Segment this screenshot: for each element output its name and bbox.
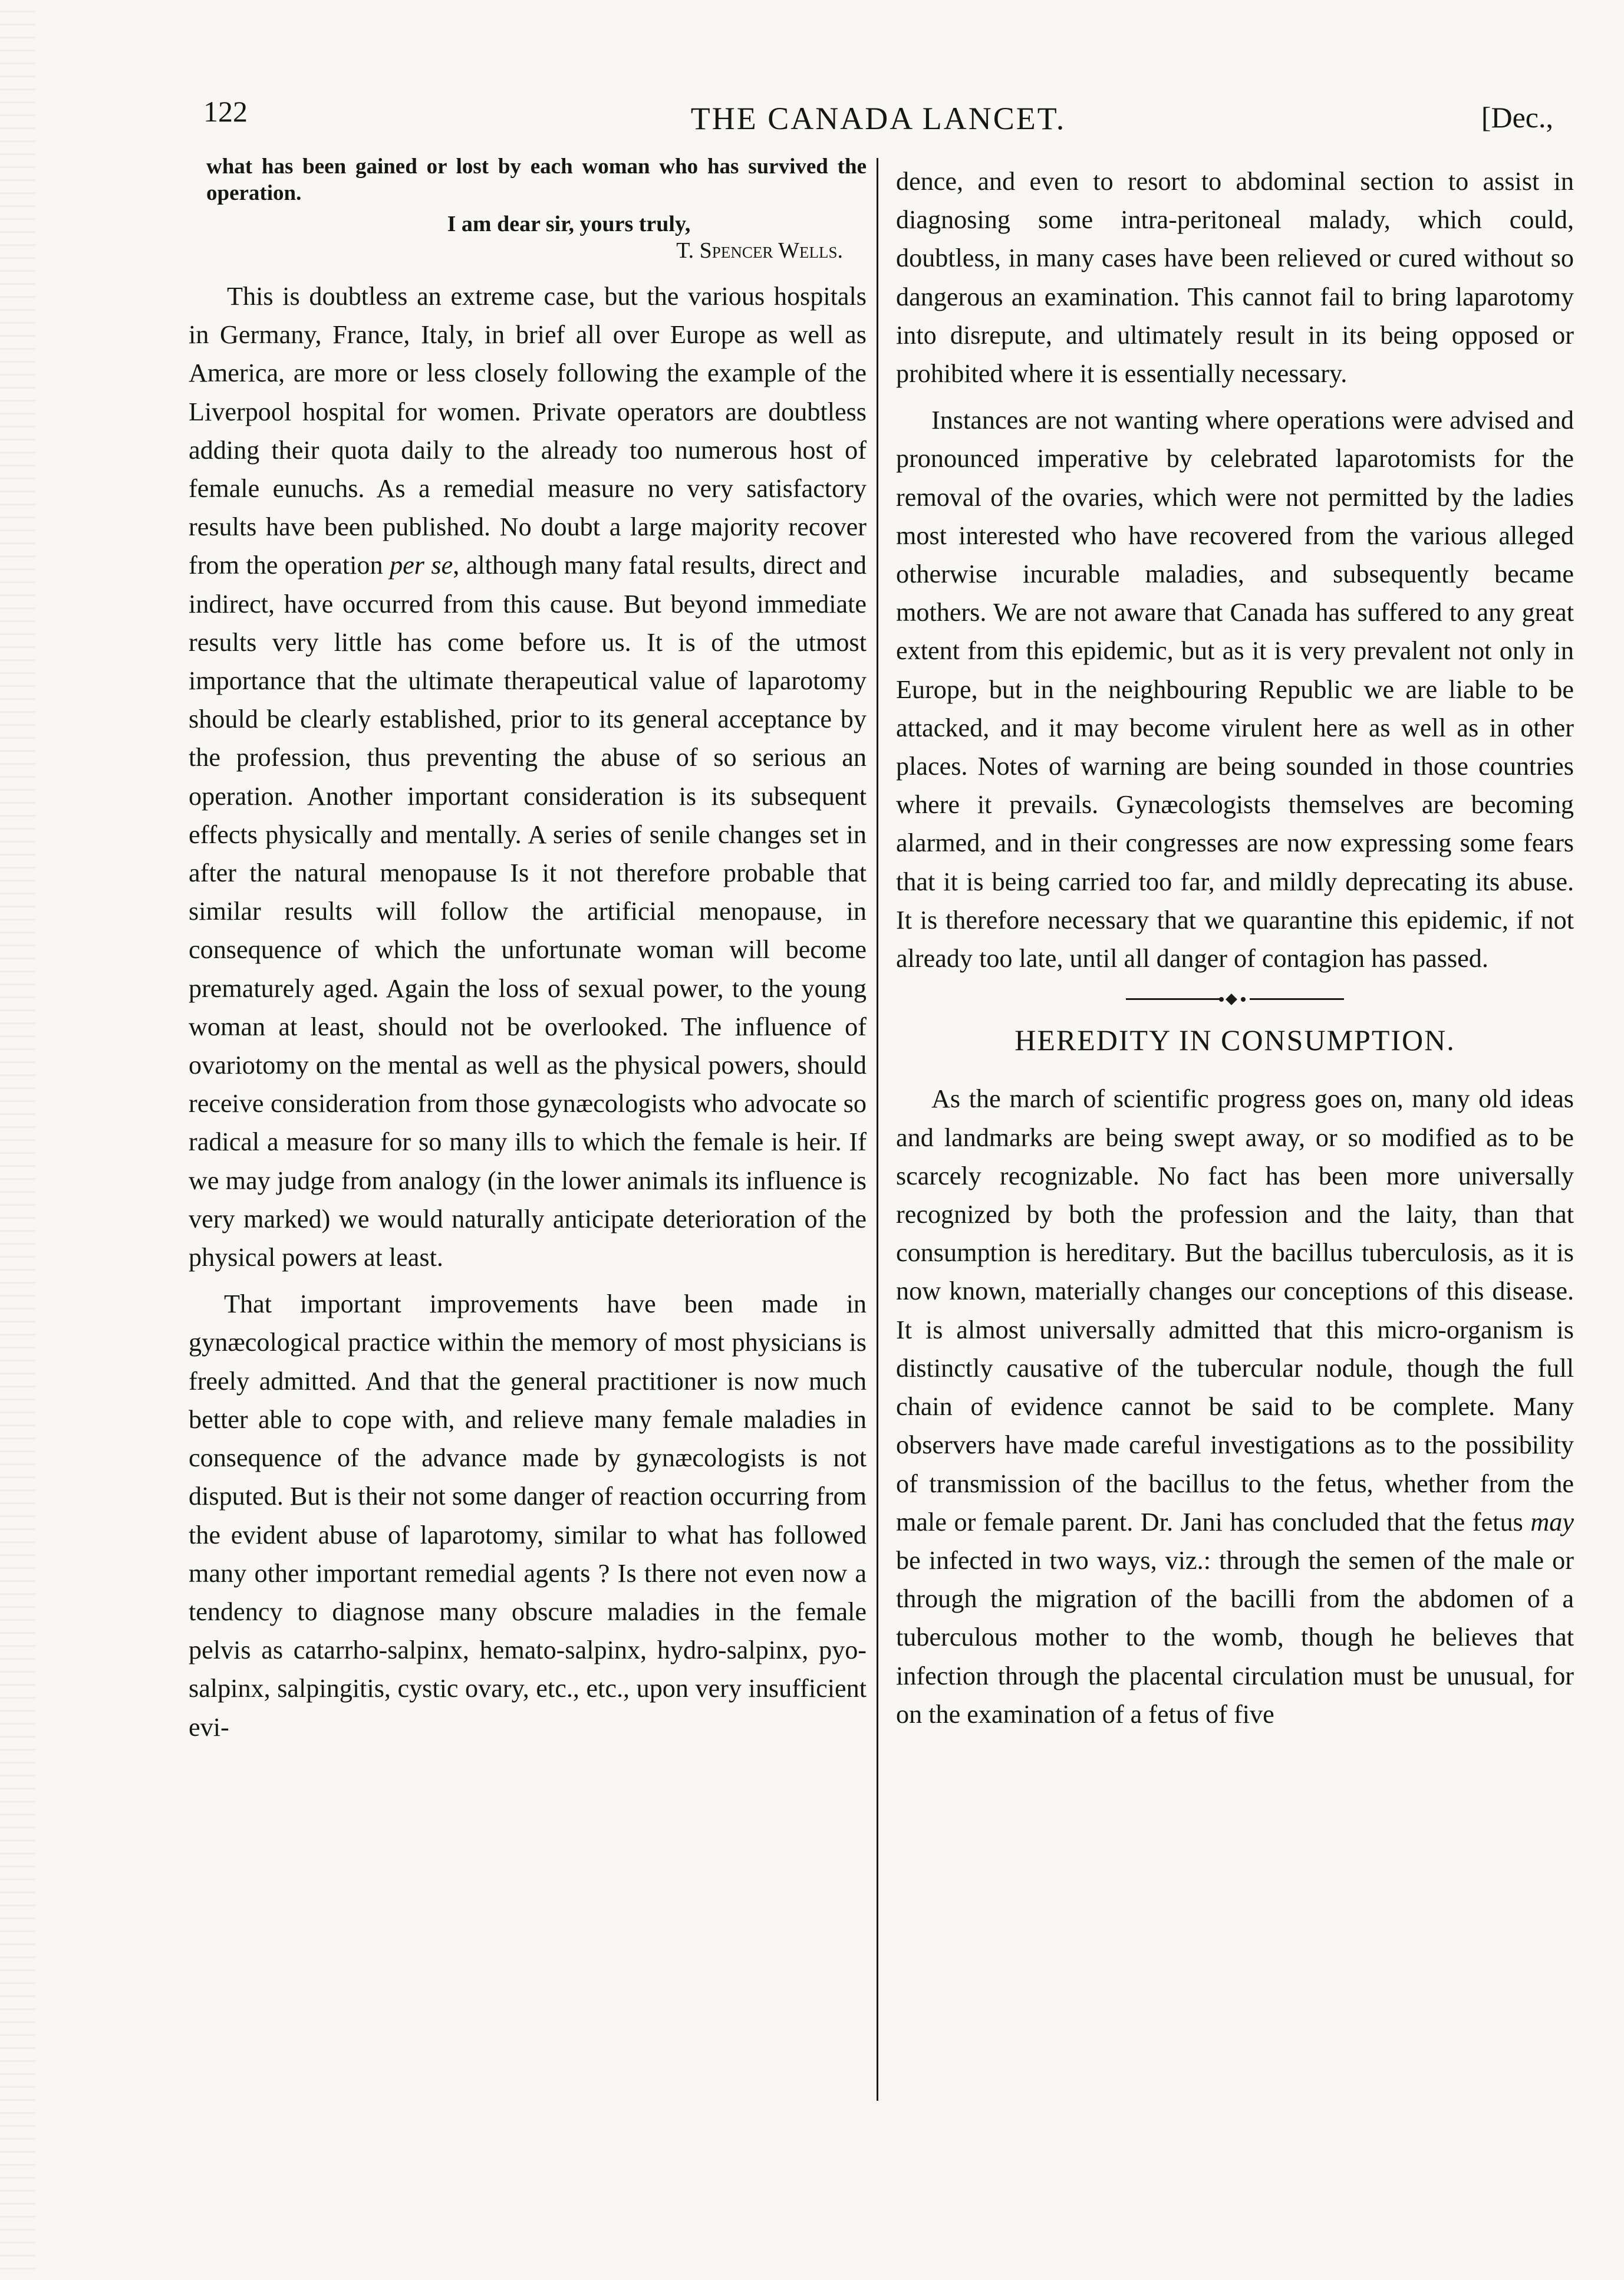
text-run: , although many fatal results, direct and indirect, have occurred from this cause. But beyond immediate results very little has come before us. It is of the utmost importance that the ultimate therapeutical value of laparotomy should be clearly established, prior to its general acceptance by the profession, thus preventing the abuse of so serious an operation. Another important consideration is its subsequent effects physically and mentally. A series of senile changes set in after the natural menopause Is it not therefore probable that similar results will follow the artificial menopause, in consequence of which the unfortunate woman will become prematurely aged. Again the loss of sexual power, to the young woman at least, should not be overlooked. The influence of ovariotomy on the mental as well as the physical powers, should receive consideration from those gynæcologists who advocate so radical a measure for so many ills to which the female is heir. If we may judge from analogy (in the lower animals its influence is very marked) we would naturally anticipate deterioration of the physical powers at least.: [189, 551, 867, 1272]
running-title: THE CANADA LANCET.: [690, 101, 1066, 136]
paragraph: [189, 277, 867, 1276]
ornament-rule: [1250, 998, 1344, 1000]
italic-phrase: per se: [390, 551, 453, 580]
ornament-rule: [1126, 998, 1220, 1000]
italic-word: may: [1530, 1507, 1574, 1537]
paragraph: Instances are not wanting where operations were advised and pronounced imperative by celebrated laparotomists for the removal of the ovaries, which were not permitted by the ladies most interested who have recovered from the various alleged otherwise incurable maladies, and subsequently became mothers. We are not aware that Canada has suffered to any great extent from this epidemic, but as it is very prevalent not only in Europe, but in the neighbouring Republic we are liable to be attacked, and it may become virulent here as well as in other places. Notes of warning are being sounded in those countries where it prevails. Gynæcologists themselves are becoming alarmed, and in their congresses are now expressing some fears that it is being carried too far, and mildly deprecating its abuse. It is therefore necessary that we quarantine this epidemic, if not already too late, until all danger of contagion has passed.: [896, 406, 1574, 973]
section-heading: HEREDITY IN CONSUMPTION.: [1014, 1024, 1455, 1057]
ornament-diamond: [1226, 993, 1237, 1005]
text-run: be infected in two ways, viz.: through the semen of the male or through the migration of the bacilli from the abdomen of a tuberculous mother to the womb, though he believes that infection through the placental circulation must be unusual, for on the examination of a fetus of five: [896, 1545, 1574, 1729]
scan-margin-edge: [0, 0, 35, 2280]
paragraph: That important improvements have been made in gynæcological practice within the memory of most physicians is freely admitted. And that the general practitioner is now much better able to cope with, and relieve many female maladies in consequence of the advance made by gynæcologists is not disputed. But is their not some danger of reaction occurring from the evident abuse of laparotomy, similar to what has followed many other important remedial agents ? Is there not even now a tendency to diagnose many obscure maladies in the female pelvis as catarrho-salpinx, hemato-salpinx, hydro-salpinx, pyo-salpinx, salpingitis, cystic ovary, etc., etc., upon very insufficient evi-: [189, 1289, 867, 1742]
letter-signoff: I am dear sir, yours truly,: [447, 212, 691, 236]
paragraph: [896, 1080, 1574, 1733]
issue-month: [Dec.,: [1481, 101, 1553, 134]
letter-closing-text: what has been gained or lost by each woman who has survived the operation.: [206, 154, 867, 205]
section-ornament: [1126, 995, 1344, 1004]
page-number: 122: [203, 95, 248, 128]
page-header: [203, 88, 1553, 142]
left-column: [189, 153, 867, 1746]
ornament-dot: [1241, 997, 1246, 1002]
text-run: As the march of scientific progress goes on, many old ideas and landmarks are being swept away, or so modified as to be scarcely recognizable. No fact has been more universally recognized by both the profession and the laity, than that consumption is hereditary. But the bacillus tuberculosis, as it is now known, materially changes our conceptions of this disease. It is almost universally admitted that this micro-organism is distinctly causative of the tubercular nodule, though the full chain of evidence cannot be said to be complete. Many observers have made careful investigations as to the possibility of transmission of the bacillus to the fetus, whether from the male or female parent. Dr. Jani has concluded that the fetus: [896, 1084, 1574, 1537]
right-column: [896, 162, 1574, 1733]
letter-signature: T. Spencer Wells.: [676, 238, 843, 263]
paragraph-continued: dence, and even to resort to abdominal section to assist in diagnosing some intra-peritoneal malady, which could, doubtless, in many cases have been relieved or cured without so dangerous an examination. This cannot fail to bring laparotomy into disrepute, and ultimately result in its being opposed or prohibited where it is essentially necessary.: [896, 167, 1574, 389]
ornament-dot: [1219, 997, 1224, 1002]
column-divider: [877, 158, 878, 2101]
text-run: This is doubtless an extreme case, but the various hospitals in Germany, France, Italy, in brief all over Europe as well as America, are more or less closely following the example of the Liverpool hospital for women. Private operators are doubtless adding their quota daily to the already too numerous host of female eunuchs. As a remedial measure no very satisfactory results have been published. No doubt a large majority recover from the operation: [189, 282, 867, 580]
